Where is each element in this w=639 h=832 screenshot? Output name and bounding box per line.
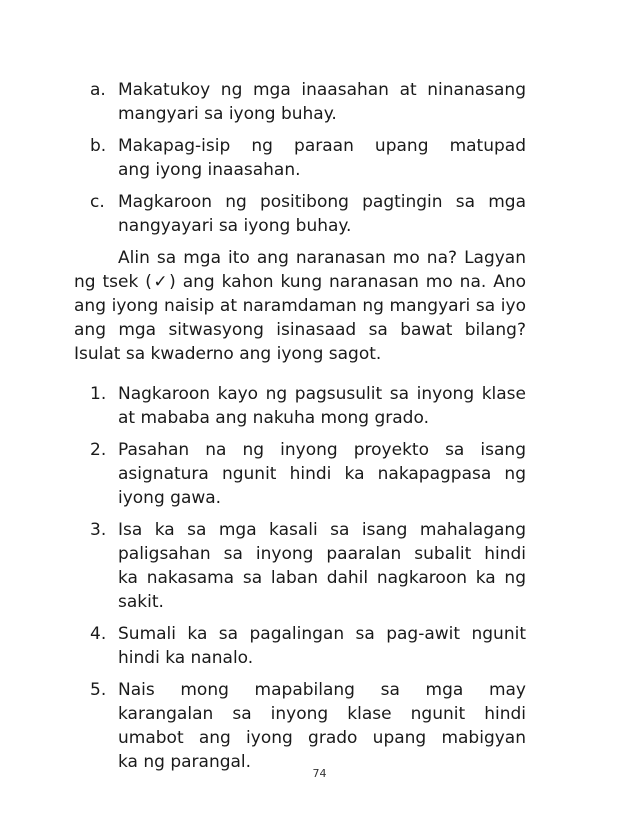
item-text-line: umabot ang iyong grado upang mabigyan xyxy=(118,728,526,748)
lettered-item-c xyxy=(90,190,526,238)
paragraph-line: Isulat sa kwaderno ang iyong sagot. xyxy=(74,344,382,364)
item-text-line: nangyayari sa iyong buhay. xyxy=(118,216,352,236)
paragraph-line: ng tsek (✓) ang kahon kung naranasan mo na. Ano xyxy=(74,272,526,292)
item-marker: 4. xyxy=(90,624,107,644)
item-text-line: iyong gawa. xyxy=(118,488,222,508)
numbered-item-3 xyxy=(90,518,526,614)
item-text-line: Makapag-isip ng paraan upang matupad xyxy=(118,136,526,156)
item-text-line: sakit. xyxy=(118,592,164,612)
item-marker: a. xyxy=(90,80,106,100)
page-number: 74 xyxy=(312,767,327,780)
numbered-item-2 xyxy=(90,438,526,510)
item-text-line: Nais mong mapabilang sa mga may xyxy=(118,680,526,700)
numbered-item-5 xyxy=(90,678,526,774)
item-marker: 5. xyxy=(90,680,107,700)
paragraph-line: Alin sa mga ito ang naranasan mo na? Lagyan xyxy=(118,248,526,268)
numbered-item-1 xyxy=(90,382,526,430)
item-marker: b. xyxy=(90,136,107,156)
item-text-line: ka nakasama sa laban dahil nagkaroon ka ng xyxy=(118,568,526,588)
item-text-line: Nagkaroon kayo ng pagsusulit sa inyong klase xyxy=(118,384,526,404)
item-text-line: ka ng parangal. xyxy=(118,752,252,772)
lettered-item-a xyxy=(90,78,526,126)
item-text-line: Makatukoy ng mga inaasahan at ninanasang xyxy=(118,80,526,100)
paragraph-line: ang mga sitwasyong isinasaad sa bawat bilang? xyxy=(74,320,526,340)
item-text-line: hindi ka nanalo. xyxy=(118,648,254,668)
item-text-line: Isa ka sa mga kasali sa isang mahalagang xyxy=(118,520,526,540)
paragraph-line: ang iyong naisip at naramdaman ng mangyari sa iyo xyxy=(74,296,526,316)
item-text-line: paligsahan sa inyong paaralan subalit hindi xyxy=(118,544,526,564)
item-text-line: Sumali ka sa pagalingan sa pag-awit ngunit xyxy=(118,624,526,644)
item-marker: 2. xyxy=(90,440,107,460)
item-text-line: at mababa ang nakuha mong grado. xyxy=(118,408,429,428)
item-marker: 1. xyxy=(90,384,107,404)
item-text-line: ang iyong inaasahan. xyxy=(118,160,301,180)
item-text-line: mangyari sa iyong buhay. xyxy=(118,104,337,124)
item-text-line: karangalan sa inyong klase ngunit hindi xyxy=(118,704,526,724)
item-text-line: asignatura ngunit hindi ka nakapagpasa ng xyxy=(118,464,526,484)
instruction-paragraph xyxy=(74,246,526,366)
item-text-line: Magkaroon ng positibong pagtingin sa mga xyxy=(118,192,526,212)
item-marker: 3. xyxy=(90,520,107,540)
lettered-item-b xyxy=(90,134,526,182)
numbered-item-4 xyxy=(90,622,526,670)
item-marker: c. xyxy=(90,192,105,212)
item-text-line: Pasahan na ng inyong proyekto sa isang xyxy=(118,440,526,460)
